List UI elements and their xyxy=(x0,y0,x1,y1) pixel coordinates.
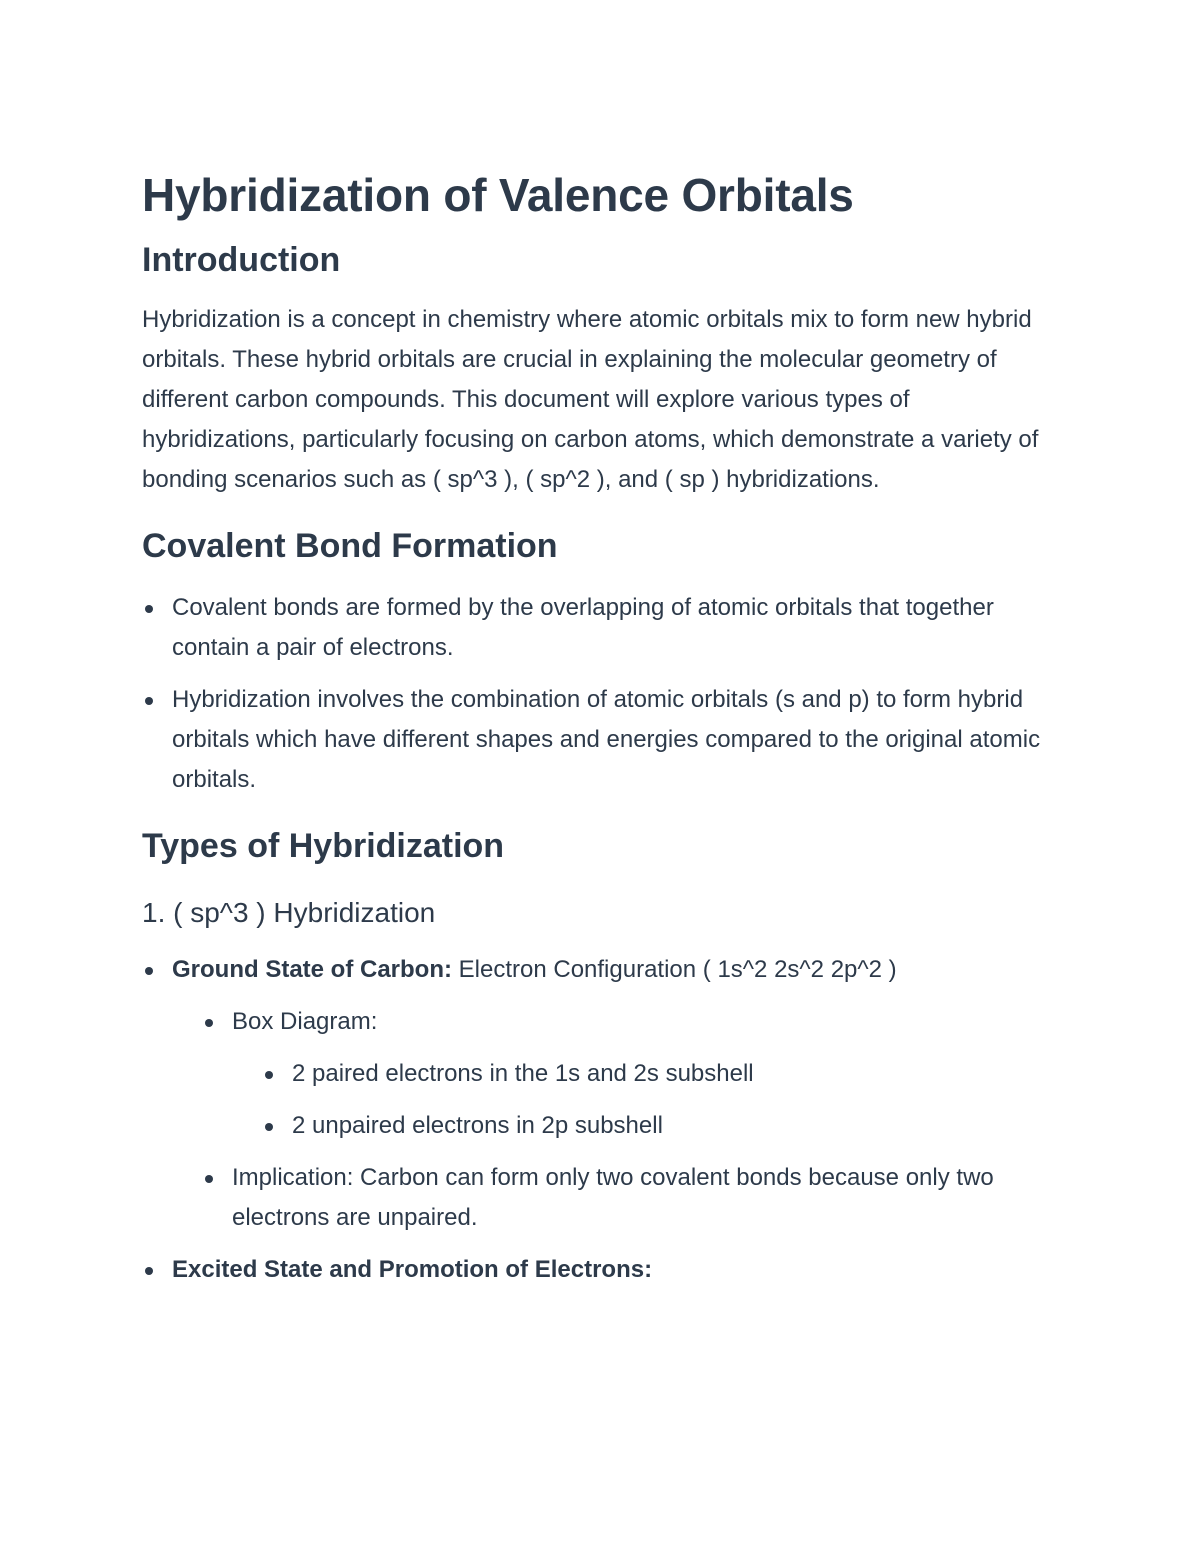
document-page xyxy=(142,160,1062,1290)
implication-item: Implication: Carbon can form only two covalent bonds because only two electrons are unpaired. xyxy=(202,1158,1062,1238)
list-item: Covalent bonds are formed by the overlapping of atomic orbitals that together contain a pair of electrons. xyxy=(142,588,1062,668)
list-item: Hybridization involves the combination of atomic orbitals (s and p) to form hybrid orbitals which have different shapes and energies compared to the original atomic orbitals. xyxy=(142,680,1062,800)
ground-state-sublist xyxy=(202,1002,1062,1238)
box-diagram-sublist xyxy=(262,1054,1062,1146)
sp3-list xyxy=(142,950,1062,1290)
box-diagram-item xyxy=(202,1002,1062,1146)
types-heading: Types of Hybridization xyxy=(142,827,505,865)
list-item: 2 unpaired electrons in 2p subshell xyxy=(262,1106,1062,1146)
box-diagram-label: Box Diagram: xyxy=(232,1008,378,1035)
list-item: 2 paired electrons in the 1s and 2s subshell xyxy=(262,1054,1062,1094)
excited-state-item xyxy=(142,1250,1062,1290)
ground-state-text: Electron Configuration ( 1s^2 2s^2 2p^2 ) xyxy=(451,956,897,983)
page-title: Hybridization of Valence Orbitals xyxy=(142,169,854,221)
ground-state-label: Ground State of Carbon: xyxy=(172,956,452,983)
introduction-paragraph: Hybridization is a concept in chemistry where atomic orbitals mix to form new hybrid orbitals. These hybrid orbitals are crucial in explaining the molecular geometry of different carbon compounds. This document will explore various types of hybridizations, particularly focusing on carbon atoms, which demonstrate a variety of bonding scenarios such as ( sp^3 ), ( sp^2 ), and ( sp ) hybridizations. xyxy=(142,306,1039,493)
covalent-bond-list xyxy=(142,588,1062,800)
excited-state-label: Excited State and Promotion of Electrons: xyxy=(172,1256,653,1283)
covalent-bond-heading: Covalent Bond Formation xyxy=(142,527,558,565)
ground-state-item xyxy=(142,950,1062,1238)
sp3-heading: 1. ( sp^3 ) Hybridization xyxy=(142,897,436,928)
introduction-heading: Introduction xyxy=(142,241,341,279)
